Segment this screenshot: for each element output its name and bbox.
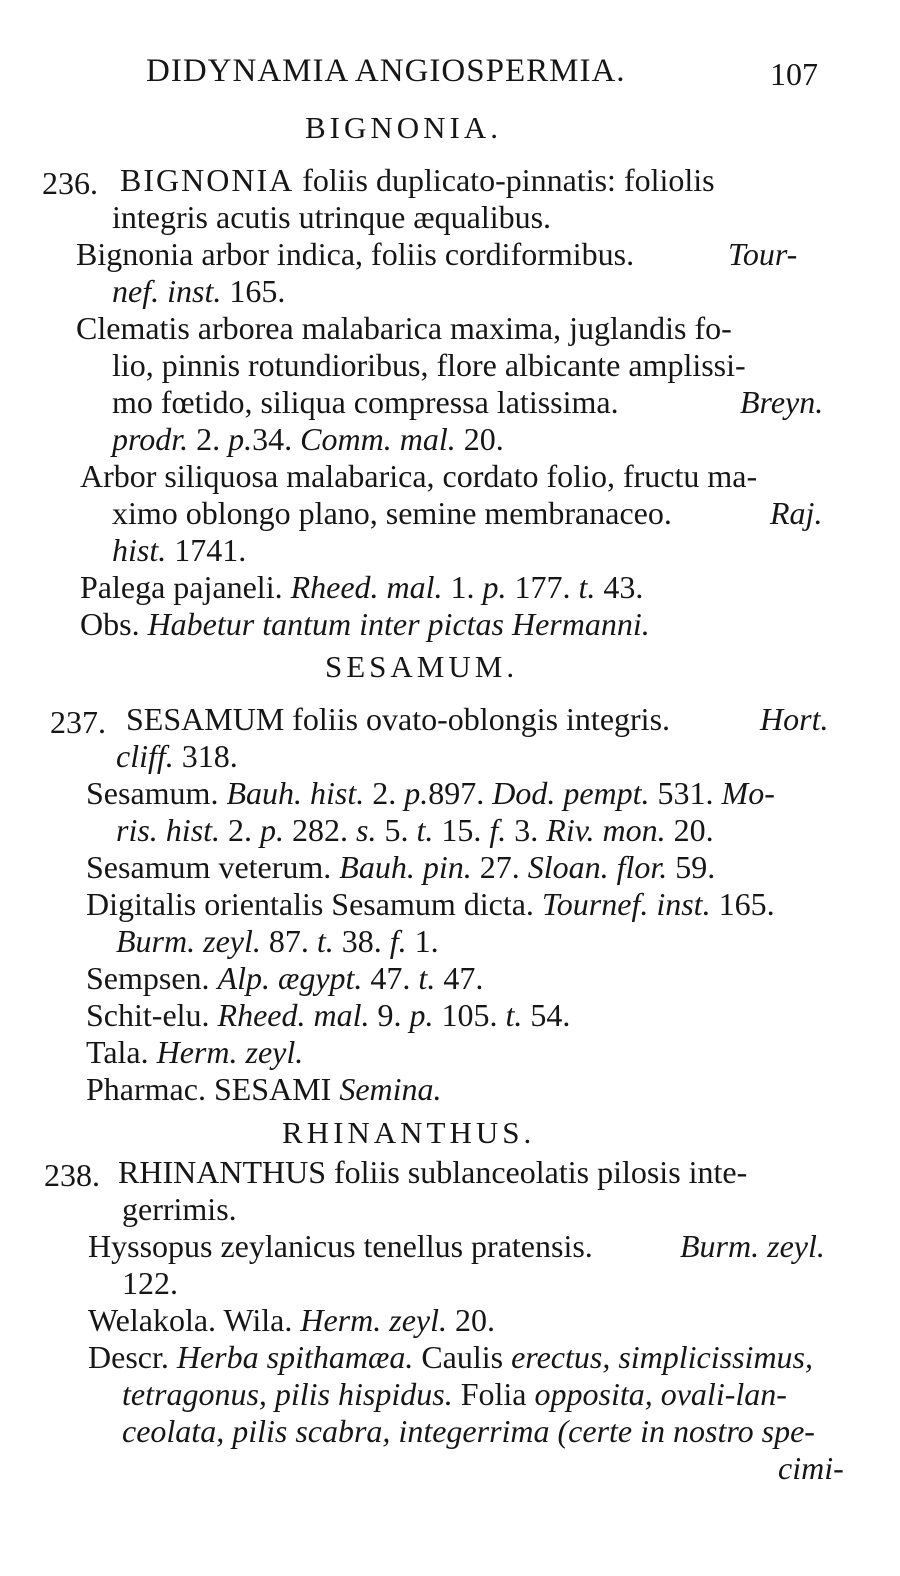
- text-line: Digitalis orientalis Sesamum dicta. Tournef. inst. 165.: [86, 886, 775, 922]
- text-line: Palega pajaneli. Rheed. mal. 1. p. 177. t. 43.: [80, 569, 644, 605]
- text-line: Sesamum. Bauh. hist. 2. p.897. Dod. pempt. 531. Mo-: [86, 775, 775, 811]
- text-line: ceolata, pilis scabra, integerrima (certe in nostro spe-: [122, 1413, 815, 1449]
- entry-number: 237.: [50, 704, 106, 740]
- text-line: ximo oblongo plano, semine membranaceo.: [112, 495, 672, 531]
- page-number: 107: [770, 56, 818, 92]
- citation: Raj.: [770, 495, 823, 531]
- section-heading-bignonia: BIGNONIA.: [305, 110, 503, 145]
- text-line: Sempsen. Alp. ægypt. 47. t. 47.: [86, 960, 484, 996]
- text-line: Clematis arborea malabarica maxima, juglandis fo-: [76, 310, 732, 346]
- text-line: ris. hist. 2. p. 282. s. 5. t. 15. f. 3. Riv. mon. 20.: [116, 812, 714, 848]
- text-line: Hyssopus zeylanicus tenellus pratensis.: [88, 1228, 593, 1264]
- text-line: integris acutis utrinque æqualibus.: [112, 199, 552, 235]
- text-line: BIGNONIA foliis duplicato-pinnatis: foliolis: [120, 162, 715, 198]
- text-line: hist. 1741.: [112, 532, 247, 568]
- entry-number: 236.: [42, 165, 98, 201]
- text-line: tetragonus, pilis hispidus. Folia opposita, ovali-lan-: [122, 1376, 787, 1412]
- text-line: SESAMUM foliis ovato-oblongis integris.: [126, 701, 671, 737]
- section-heading-sesamum: SESAMUM.: [325, 649, 519, 684]
- citation: Burm. zeyl.: [680, 1228, 825, 1264]
- text-line: Arbor siliquosa malabarica, cordato folio, fructu ma-: [80, 458, 758, 494]
- entry-number: 238.: [44, 1157, 100, 1193]
- text-line: mo fœtido, siliqua compressa latissima.: [112, 384, 619, 420]
- text-line: prodr. 2. p.34. Comm. mal. 20.: [112, 421, 504, 457]
- text-line: Pharmac. SESAMI Semina.: [86, 1071, 442, 1107]
- text-line: nef. inst. 165.: [112, 273, 286, 309]
- catchword: cimi-: [778, 1450, 844, 1486]
- text-line: Sesamum veterum. Bauh. pin. 27. Sloan. flor. 59.: [86, 849, 716, 885]
- text-line: Obs. Habetur tantum inter pictas Hermanni.: [80, 606, 650, 642]
- text-line: Burm. zeyl. 87. t. 38. f. 1.: [116, 923, 439, 959]
- citation: Hort.: [760, 701, 829, 737]
- text-line: Tala. Herm. zeyl.: [86, 1034, 304, 1070]
- running-head-title: DIDYNAMIA ANGIOSPERMIA.: [146, 53, 626, 89]
- text-line: Bignonia arbor indica, foliis cordiformibus.: [76, 236, 635, 272]
- citation: Breyn.: [740, 384, 824, 420]
- text-line: Welakola. Wila. Herm. zeyl. 20.: [88, 1302, 495, 1338]
- text-line: 122.: [122, 1265, 178, 1301]
- text-line: Schit-elu. Rheed. mal. 9. p. 105. t. 54.: [86, 997, 571, 1033]
- text-line: gerrimis.: [122, 1191, 237, 1227]
- section-heading-rhinanthus: RHINANTHUS.: [282, 1115, 536, 1150]
- text-line: Descr. Herba spithamæa. Caulis erectus, simplicissimus,: [88, 1339, 813, 1375]
- text-line: cliff. 318.: [116, 738, 238, 774]
- text-line: RHINANTHUS foliis sublanceolatis pilosis inte-: [118, 1154, 748, 1190]
- text-line: lio, pinnis rotundioribus, flore albicante amplissi-: [112, 347, 746, 383]
- citation: Tour-: [728, 236, 798, 272]
